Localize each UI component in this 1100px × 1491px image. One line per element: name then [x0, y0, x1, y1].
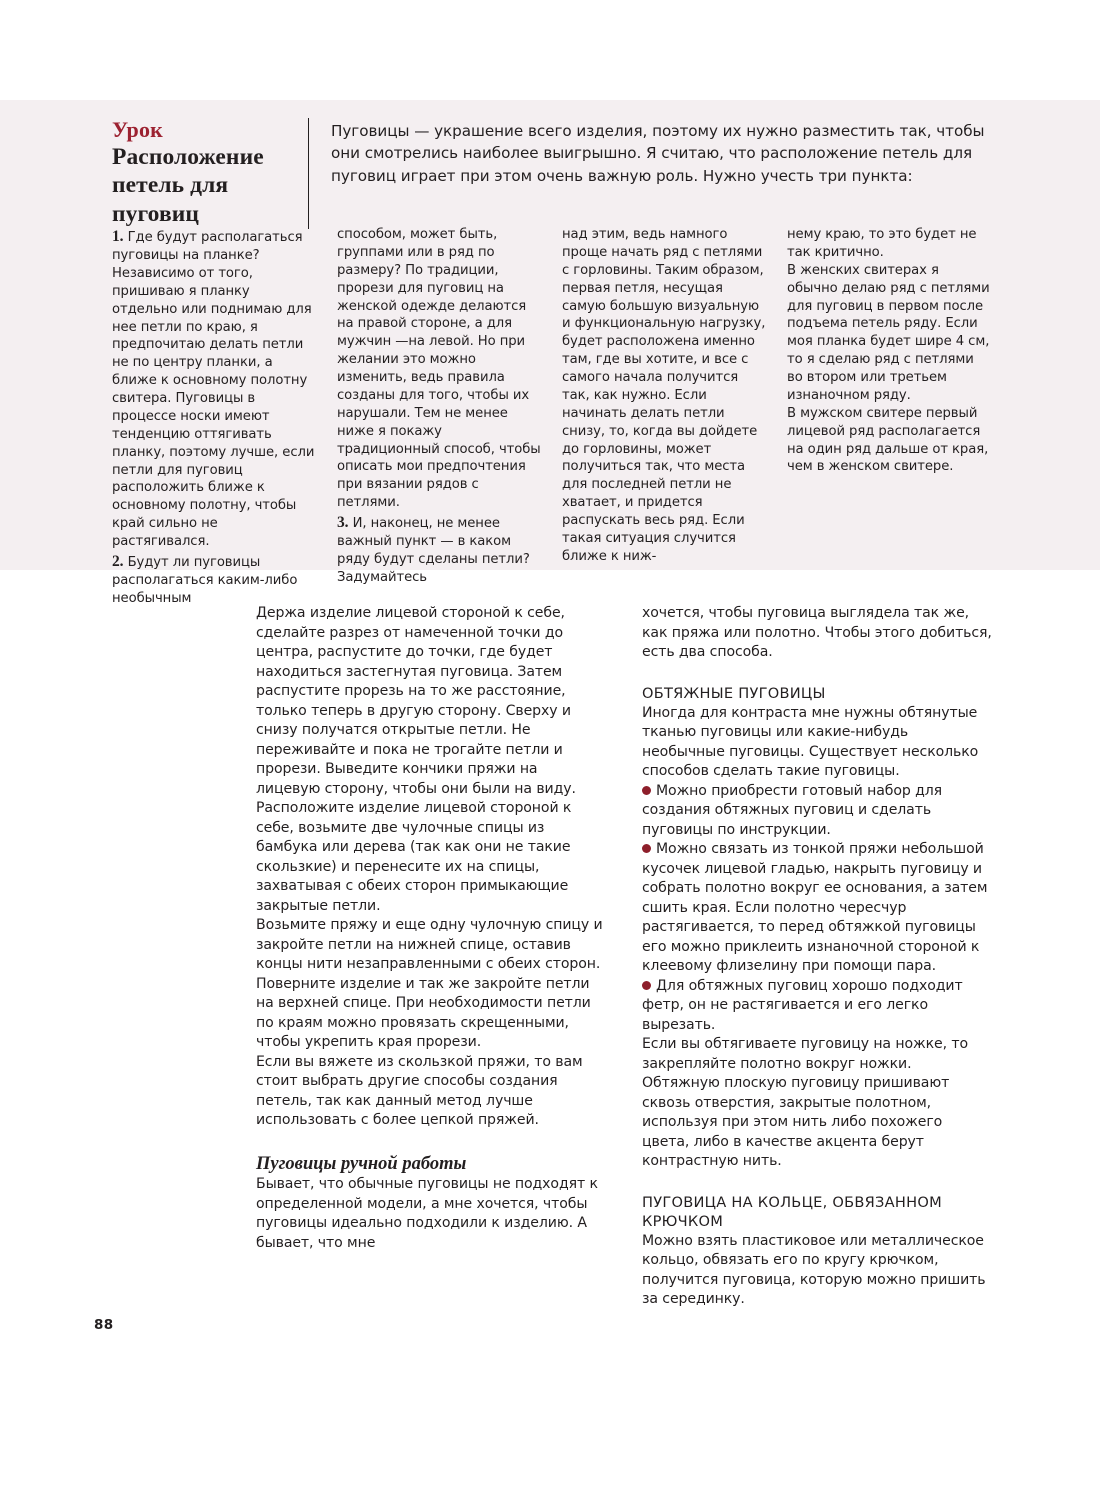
handmade-buttons-subheading: Пуговицы ручной работы [256, 1153, 467, 1174]
intro-column-2 [337, 226, 542, 608]
intro-item-3 [337, 512, 542, 587]
body-column-left [256, 604, 606, 1310]
intro-column-3 [562, 226, 767, 608]
intro-column-2-continued: способом, может быть, группами или в ряд по размеру? По традиции, прорези для пуговиц на женской одежде делаются на правой стороне, а для мужчин —на левой. Но при желании это можно изменить, ведь правила созданы для того, чтобы их нарушали. Тем не менее ниже я покажу традиционный способ, чтобы описать мои предпочтения при вязании рядов с петлями. [337, 227, 541, 511]
bullet-dot-icon [642, 981, 651, 990]
lesson-kicker: Урок [112, 117, 164, 142]
intro-column-1 [112, 226, 317, 608]
body-right-paragraph-2: Иногда для контраста мне нужны обтянутые тканью пуговицы или какие-нибудь необычные пуговицы. Существует несколько способов сделать такие пуговицы. [642, 704, 979, 780]
intro-item-3-number: 3. [337, 514, 349, 531]
intro-column-4 [787, 226, 992, 608]
body-left-paragraph-1: Держа изделие лицевой стороной к себе, сделайте разрез от намеченной точки до центра, распустите до точки, где будет находиться застегнутая пуговица. Затем распустите прорезь на то же расстояние, только теперь в другую сторону. Сверху и снизу получатся открытые петли. Не переживайте и пока не трогайте петли и прорези. Выведите кончики пряжи на лицевую сторону, чтобы они были на виду. [256, 605, 576, 797]
body-left-paragraph-3: Возьмите пряжу и еще одну чулочную спицу и закройте петли на нижней спице, оставив концы нити незаправленными с обеих сторон. Поверните изделие и так же закройте петли на верхней спице. При необходимости петли по краям можно провязать скрещенными, чтобы укрепить края прорези. [256, 917, 603, 1051]
spacer [256, 1131, 606, 1153]
bullet-dot-icon [642, 786, 651, 795]
body-left-paragraph-4: Если вы вяжете из скользкой пряжи, то вам стоит выбрать другие способы создания петель, так как данный метод лучше использовать с более цепкой пряжей. [256, 1053, 583, 1129]
intro-item-1-text: Где будут располагаться пуговицы на планке? Независимо от того, пришиваю я планку отдельно или поднимаю для нее петли по краю, я предпочитаю делать петли не по центру планки, а ближе к основному полотну свитера. Пуговицы в процессе носки имеют тенденцию оттягивать планку, поэтому лучше, если петли для пуговиц расположить ближе к основному полотну, чтобы край сильно не растягивался. [112, 230, 315, 549]
page-number: 88 [94, 1317, 114, 1333]
intro-column-4-paragraph-2: В женских свитерах я обычно делаю ряд с петлями для пуговиц в первом после подъема петель ряду. Если моя планка будет шире 4 см, то я сделаю ряд с петлями во втором или третьем изнаночном ряду. [787, 262, 990, 403]
body-right-paragraph-3: Если вы обтягиваете пуговицу на ножке, то закрепляйте полотно вокруг ножки. Обтяжную плоскую пуговицу пришивают сквозь отверстия, закрытые полотном, используя при этом нить либо похожего цвета, либо в качестве акцента берут контрастную нить. [642, 1036, 968, 1170]
crochet-ring-button-subheading: ПУГОВИЦА НА КОЛЬЦЕ, ОБВЯЗАННОМ КРЮЧКОМ [642, 1193, 942, 1230]
body-right-paragraph-1: хочется, чтобы пуговица выглядела так же, как пряжа или полотно. Чтобы этого добиться, есть два способа. [642, 605, 992, 661]
header-vertical-divider [308, 118, 309, 229]
intro-column-4-continued: нему краю, то это будет не так критично. [787, 227, 977, 260]
lesson-intro-paragraph: Пуговицы — украшение всего изделия, поэтому их нужно разместить так, чтобы они смотрелись наиболее выигрышно. Я считаю, что расположение петель для пуговиц играет при этом очень важную роль. Нужно учесть три пункта: [331, 122, 985, 185]
spacer [642, 1172, 992, 1194]
bullet-dot-icon [642, 844, 651, 853]
spacer [642, 663, 992, 685]
lesson-title-line-1: Расположение [112, 143, 264, 170]
intro-item-2-number: 2. [112, 552, 124, 570]
intro-item-3-text: И, наконец, не менее важный пункт — в каком ряду будут сделаны петли? Задумайтесь [337, 516, 530, 585]
intro-item-1 [112, 226, 317, 551]
intro-columns [112, 226, 992, 608]
intro-item-1-number: 1. [112, 228, 124, 245]
intro-column-4-paragraph-3: В мужском свитере первый лицевой ряд располагается на один ряд дальше от края, чем в женском свитере. [787, 405, 989, 475]
lesson-header [112, 118, 992, 229]
intro-item-2-text: Будут ли пуговицы располагаться каким-либо необычным [112, 554, 298, 606]
body-right-bullet-3-text: Для обтяжных пуговиц хорошо подходит фетр, он не растягивается и его легко вырезать. [642, 977, 963, 1033]
body-right-bullet-1-text: Можно приобрести готовый набор для создания обтяжных пуговиц и сделать пуговицы по инструкции. [642, 782, 943, 838]
body-right-bullet-1 [642, 782, 992, 841]
covered-buttons-subheading: ОБТЯЖНЫЕ ПУГОВИЦЫ [642, 684, 826, 702]
lesson-title-line-2: петель для пуговиц [112, 172, 229, 227]
body-left-paragraph-5: Бывает, что обычные пуговицы не подходят к определенной модели, а мне хочется, чтобы пуговицы идеально подходили к изделию. А бывает, что мне [256, 1176, 598, 1251]
body-right-paragraph-4: Можно взять пластиковое или металлическое кольцо, обвязать его по кругу крючком, получится пуговица, которую можно пришить за серединку. [642, 1232, 986, 1308]
body-column-right [642, 604, 992, 1310]
body-right-bullet-2 [642, 840, 992, 977]
body-columns [256, 604, 992, 1310]
body-left-paragraph-2: Расположите изделие лицевой стороной к себе, возьмите две чулочные спицы из бамбука или дерева (так как они не такие скользкие) и перенесите их на спицы, захватывая с обеих сторон примыкающие закрытые петли. [256, 800, 572, 914]
intro-column-3-continued: над этим, ведь намного проще начать ряд с петлями с горловины. Таким образом, первая петля, несущая самую большую визуальную и функциональную нагрузку, будет расположена именно там, где вы хотите, и все с самого начала получится так, как нужно. Если начинать делать петли снизу, то, когда вы дойдете до горловины, может получиться так, что места для последней петли не хватает, и придется распускать весь ряд. Если такая ситуация случится ближе к ниж- [562, 227, 766, 564]
body-right-bullet-2-text: Можно связать из тонкой пряжи небольшой кусочек лицевой гладью, накрыть пуговицу и собрать полотно вокруг ее основания, а затем сшить края. Если полотно чересчур растягивается, то перед обтяжкой пуговицы его можно приклеить изнаночной стороной к клеевому флизелину при помощи пара. [642, 841, 988, 975]
body-right-bullet-3 [642, 977, 992, 1036]
intro-item-2 [112, 551, 317, 608]
lesson-heading-block [112, 118, 308, 229]
